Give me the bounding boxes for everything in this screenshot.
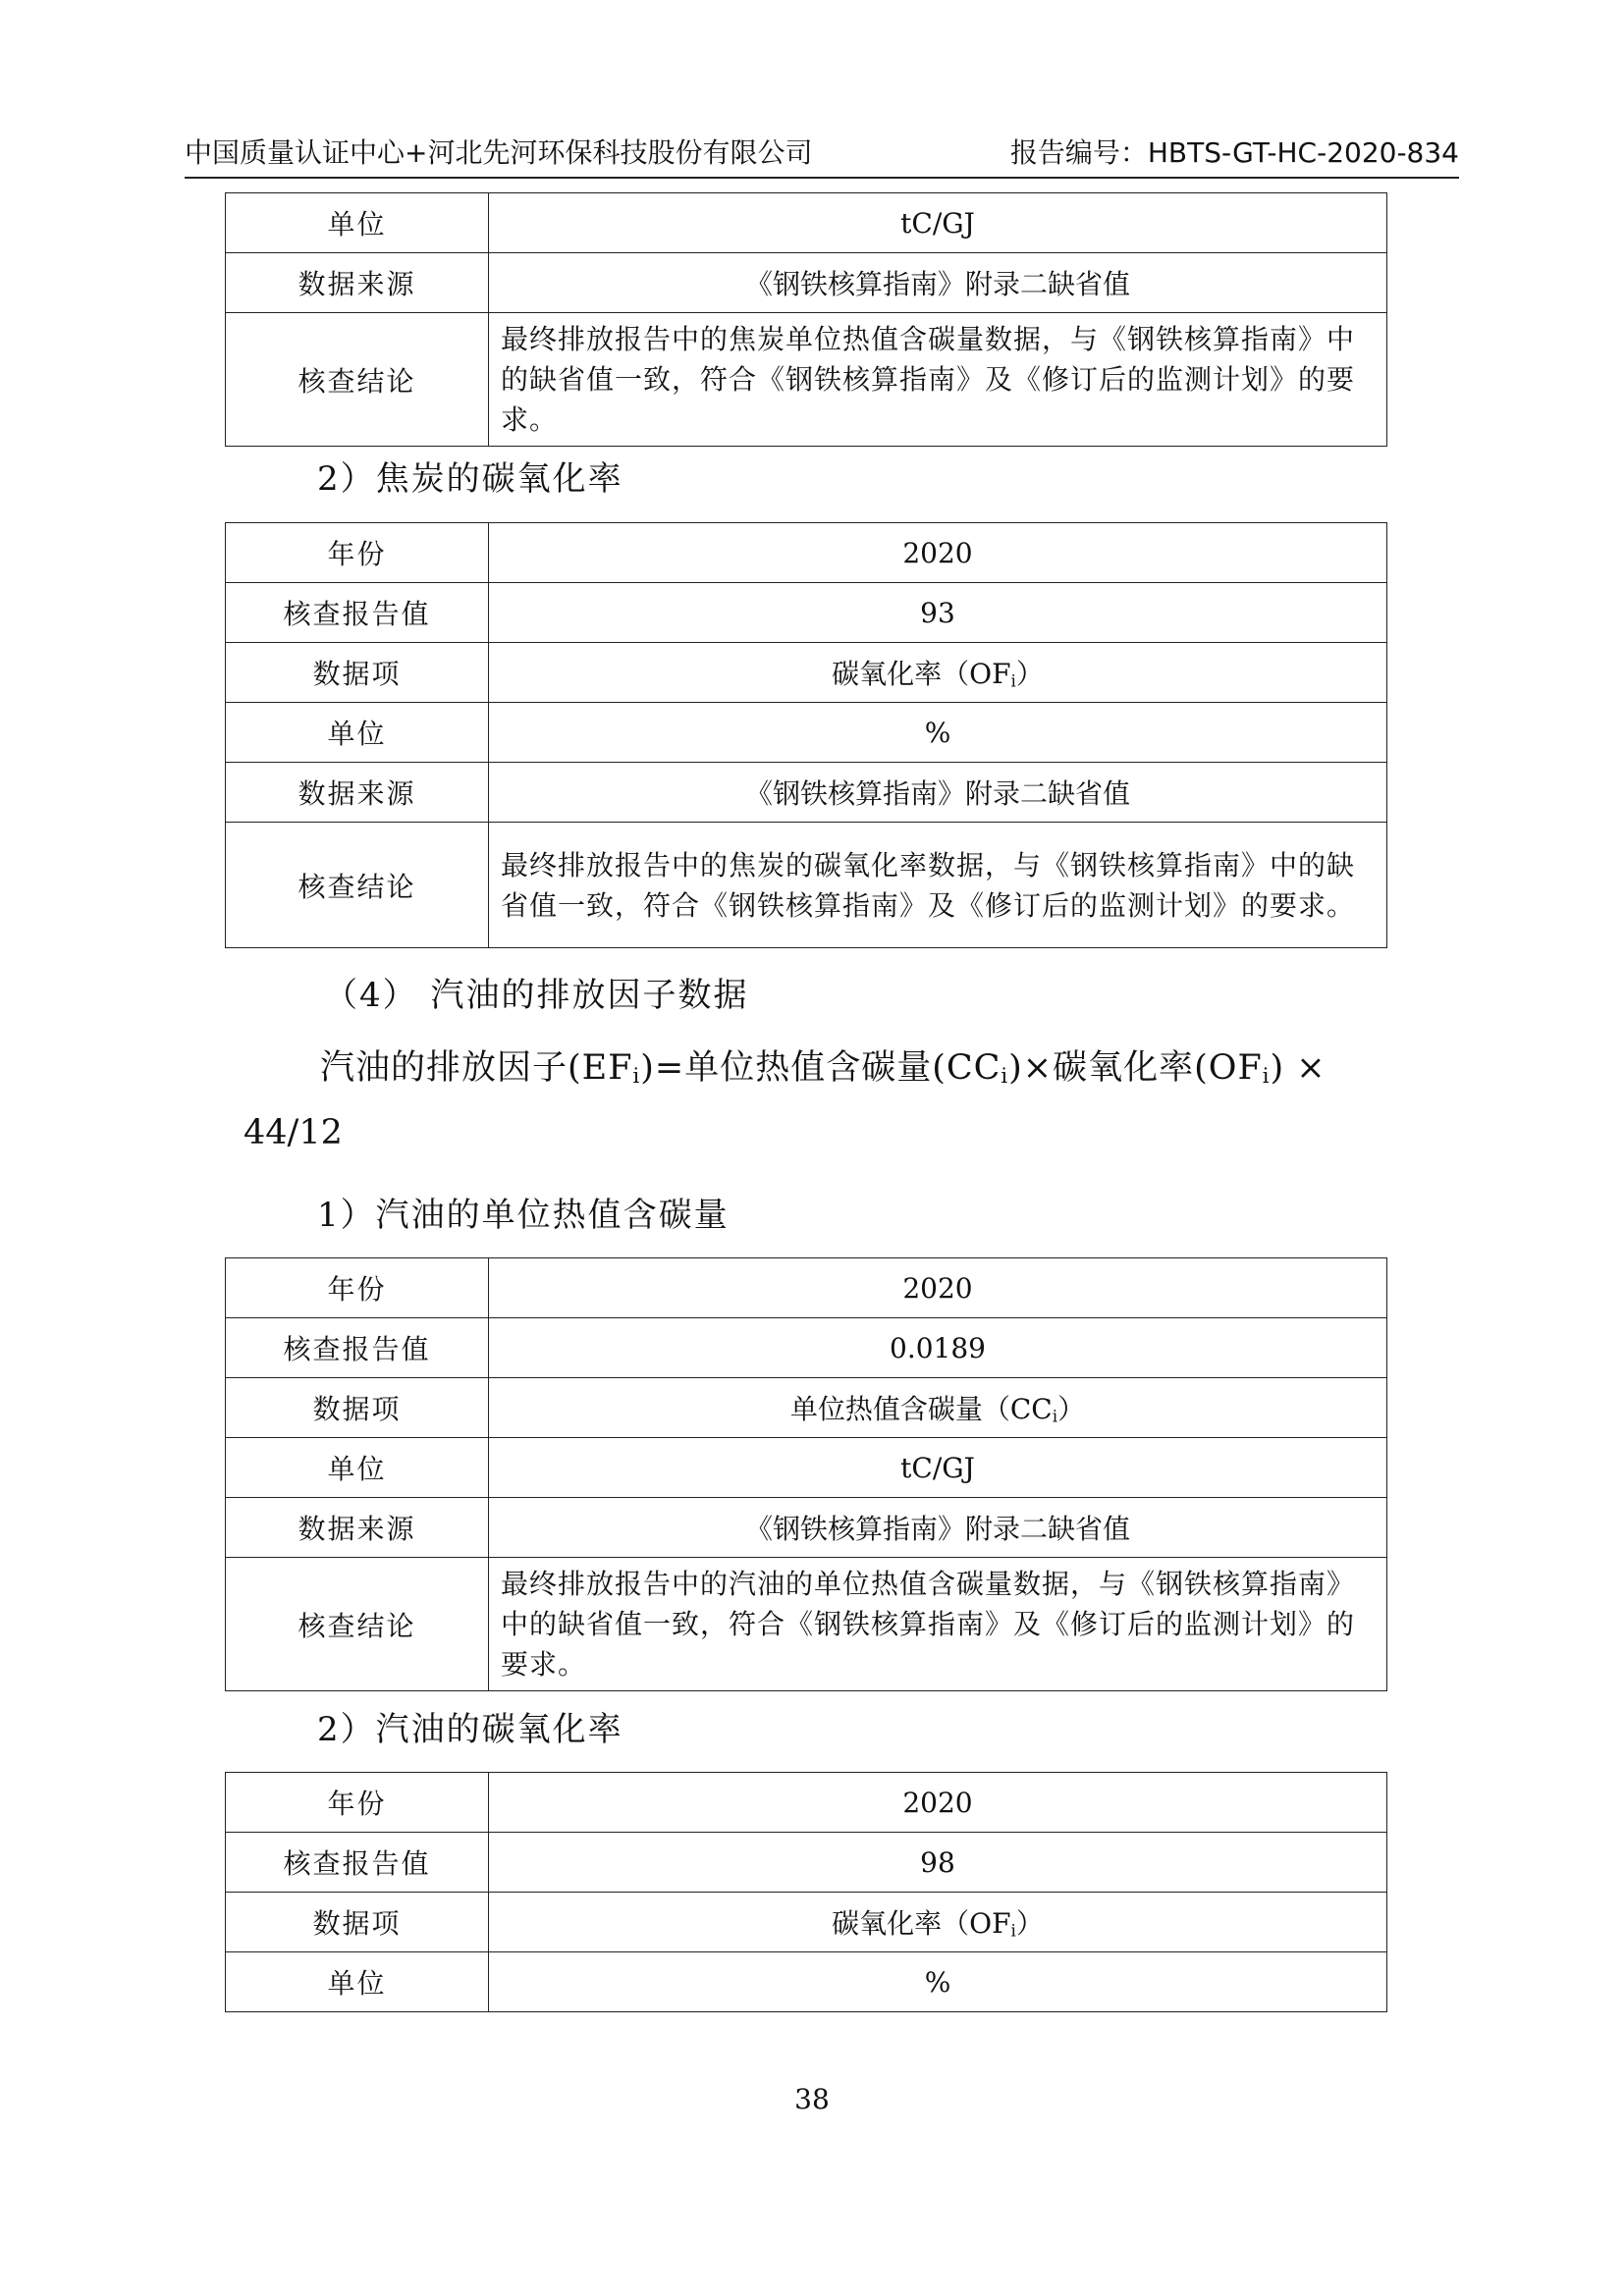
value-text: 碳氧化率（OF — [832, 1907, 1011, 1940]
formula-text: ) × — [1270, 1048, 1326, 1088]
row-label: 核查结论 — [226, 1558, 489, 1691]
subscript: i — [1262, 1064, 1271, 1089]
row-value: 最终排放报告中的汽油的单位热值含碳量数据，与《钢铁核算指南》中的缺省值一致，符合《钢铁核算指南》及《修订后的监测计划》的要求。 — [489, 1558, 1387, 1691]
subscript: i — [1001, 1064, 1009, 1089]
value-text: ） — [1015, 658, 1044, 690]
row-label: 年份 — [226, 523, 489, 583]
row-label: 数据来源 — [226, 1498, 489, 1558]
formula-continuation: 44/12 — [244, 1113, 343, 1152]
row-value: 最终排放报告中的焦炭单位热值含碳量数据，与《钢铁核算指南》中的缺省值一致，符合《钢铁核算指南》及《修订后的监测计划》的要求。 — [489, 313, 1387, 447]
table-row — [226, 1893, 1387, 1952]
row-value: 2020 — [489, 1773, 1387, 1833]
row-label: 单位 — [226, 1952, 489, 2012]
table-row — [226, 1438, 1387, 1498]
row-label: 数据来源 — [226, 763, 489, 823]
row-value: 最终排放报告中的焦炭的碳氧化率数据，与《钢铁核算指南》中的缺省值一致，符合《钢铁核算指南》及《修订后的监测计划》的要求。 — [489, 823, 1387, 948]
subscript: i — [1010, 1920, 1016, 1941]
gasoline-carbon-content-table — [225, 1257, 1387, 1691]
value-text: 单位热值含碳量（CC — [789, 1393, 1053, 1425]
row-value: 《钢铁核算指南》附录二缺省值 — [489, 763, 1387, 823]
value-text: ） — [1015, 1907, 1044, 1940]
table-row — [226, 193, 1387, 253]
row-label: 核查报告值 — [226, 1318, 489, 1378]
row-label: 数据来源 — [226, 253, 489, 313]
formula-text: )=单位热值含碳量(CC — [640, 1048, 1001, 1088]
subscript: i — [632, 1064, 641, 1089]
row-label: 单位 — [226, 1438, 489, 1498]
row-label: 单位 — [226, 703, 489, 763]
row-label: 核查报告值 — [226, 583, 489, 643]
row-value: 《钢铁核算指南》附录二缺省值 — [489, 253, 1387, 313]
row-value: 2020 — [489, 523, 1387, 583]
row-value — [489, 643, 1387, 703]
table-row — [226, 1952, 1387, 2012]
row-value: 98 — [489, 1833, 1387, 1893]
row-label: 数据项 — [226, 643, 489, 703]
formula-text: 汽油的排放因子(EF — [320, 1048, 633, 1088]
table-row — [226, 523, 1387, 583]
section-heading-gasoline-oxidation: 2）汽油的碳氧化率 — [317, 1710, 623, 1749]
table-row — [226, 253, 1387, 313]
page-number: 38 — [794, 2083, 830, 2115]
row-value: % — [489, 1952, 1387, 2012]
subscript: i — [1052, 1406, 1058, 1426]
table-row — [226, 1498, 1387, 1558]
row-label: 年份 — [226, 1258, 489, 1318]
row-label: 年份 — [226, 1773, 489, 1833]
section-heading-gasoline-carbon-content: 1）汽油的单位热值含碳量 — [317, 1196, 730, 1235]
table-row — [226, 583, 1387, 643]
row-label: 核查结论 — [226, 313, 489, 447]
row-value: tC/GJ — [489, 1438, 1387, 1498]
table-row — [226, 823, 1387, 948]
section-heading-gasoline-ef: （4） 汽油的排放因子数据 — [324, 976, 749, 1015]
table-row — [226, 1258, 1387, 1318]
table-row — [226, 1378, 1387, 1438]
coke-carbon-content-table — [225, 192, 1387, 447]
value-text: 碳氧化率（OF — [832, 658, 1011, 690]
row-value — [489, 1893, 1387, 1952]
emission-factor-formula — [320, 1041, 1326, 1090]
value-text: ） — [1057, 1393, 1086, 1425]
table-row — [226, 643, 1387, 703]
table-row — [226, 1318, 1387, 1378]
header-rule — [185, 177, 1459, 179]
row-label: 单位 — [226, 193, 489, 253]
row-value: 2020 — [489, 1258, 1387, 1318]
subscript: i — [1010, 670, 1016, 691]
header-organization: 中国质量认证中心+河北先河环保科技股份有限公司 — [185, 136, 813, 169]
table-row — [226, 763, 1387, 823]
formula-text: )×碳氧化率(OF — [1008, 1048, 1263, 1088]
row-label: 核查报告值 — [226, 1833, 489, 1893]
row-value: 93 — [489, 583, 1387, 643]
table-row — [226, 1773, 1387, 1833]
row-value: % — [489, 703, 1387, 763]
header-report-number: 报告编号：HBTS-GT-HC-2020-834 — [1009, 136, 1459, 169]
row-label: 核查结论 — [226, 823, 489, 948]
table-row — [226, 703, 1387, 763]
row-label: 数据项 — [226, 1378, 489, 1438]
table-row — [226, 313, 1387, 447]
row-value: 《钢铁核算指南》附录二缺省值 — [489, 1498, 1387, 1558]
gasoline-oxidation-rate-table — [225, 1772, 1387, 2012]
row-label: 数据项 — [226, 1893, 489, 1952]
row-value — [489, 1378, 1387, 1438]
section-heading-coke-oxidation: 2）焦炭的碳氧化率 — [317, 459, 623, 499]
row-value: 0.0189 — [489, 1318, 1387, 1378]
row-value: tC/GJ — [489, 193, 1387, 253]
table-row — [226, 1833, 1387, 1893]
coke-oxidation-rate-table — [225, 522, 1387, 948]
table-row — [226, 1558, 1387, 1691]
